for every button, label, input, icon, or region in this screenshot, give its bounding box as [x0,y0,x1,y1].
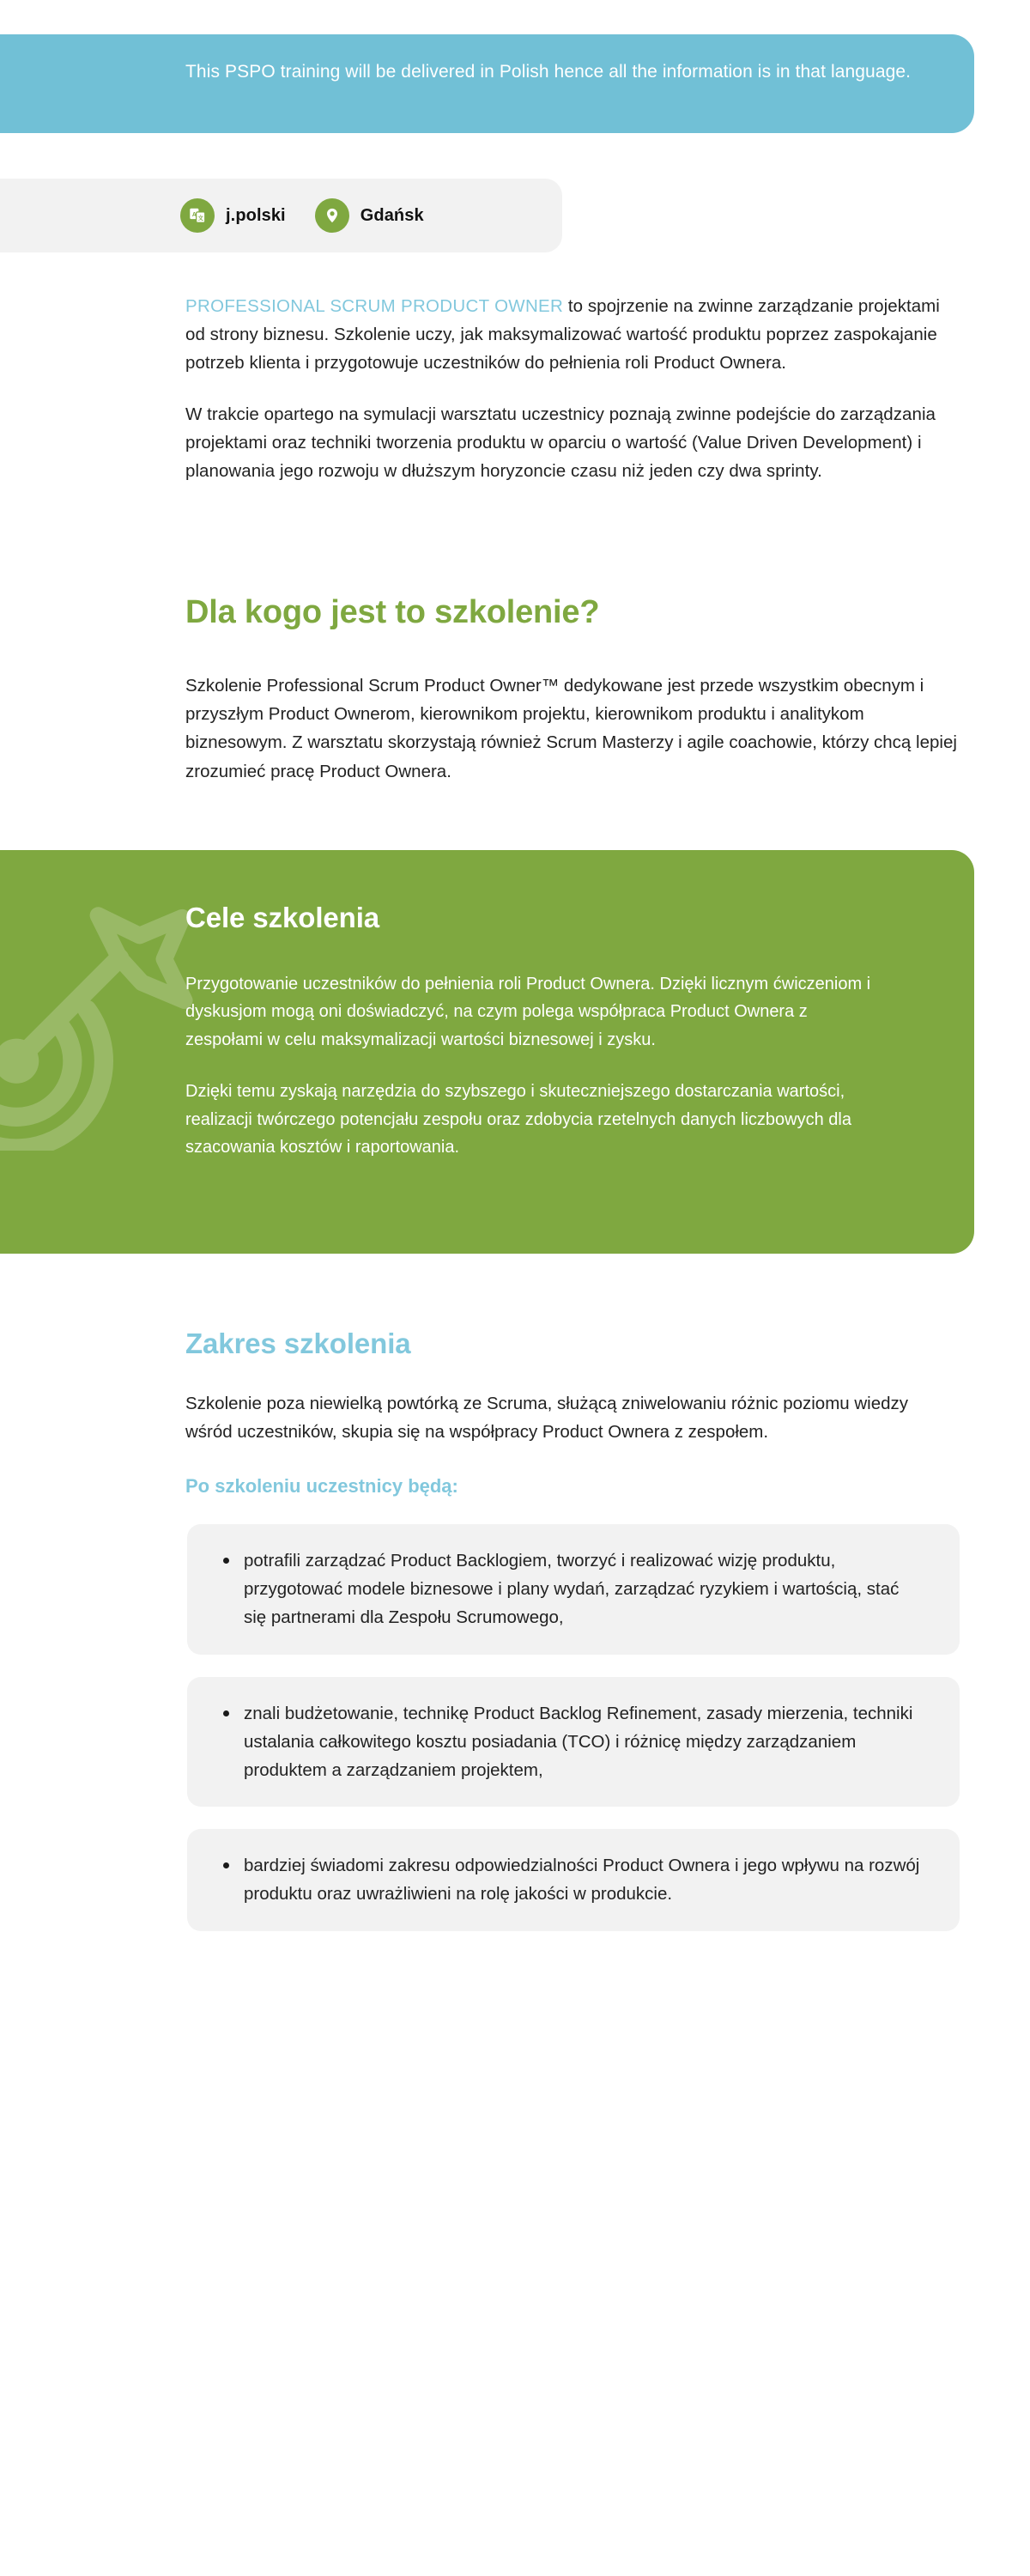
target-with-arrow-icon [0,893,199,1151]
svg-text:文: 文 [197,216,203,222]
goals-paragraph-2: Dzięki temu zyskają narzędzia do szybszego i skuteczniejszego dostarczania wartości, realizacji twórczego potencjału zespołu oraz zdobycia rzetelnych danych liczbowych dla szacowania kosztów i raportowania. [185,1082,851,1157]
list-item: bardziej świadomi zakresu odpowiedzialności Product Ownera i jego wpływu na rozwój produktu oraz uwrażliwieni na rolę jakości w produkcie. [213,1851,925,1908]
intro-paragraph-1-rest: to spojrzenie na zwinne zarządzanie projektami od strony biznesu. Szkolenie uczy, jak maksymalizować wartość produktu poprzez zaspokajanie potrzeb klienta i przygotowuje uczestników do pełnienia roli Product Ownera. [185,296,940,374]
scope-body: Szkolenie poza niewielką powtórką ze Scruma, służącą zniwelowaniu różnic poziomu wiedzy wśród uczestników, skupia się na współpracy Product Ownera z zespołem. [185,1394,909,1443]
language-notice-text: This PSPO training will be delivered in Polish hence all the information is in that language. [185,62,912,82]
meta-badge-language [180,198,286,233]
outcome-list [213,1699,925,1785]
outcome-card [187,1829,960,1930]
outcome-card-list [187,1524,960,1931]
intro-highlight: PROFESSIONAL SCRUM PRODUCT OWNER [185,296,564,316]
outcome-card [187,1524,960,1655]
goals-paragraph-1: Przygotowanie uczestników do pełnienia roli Product Ownera. Dzięki licznym ćwiczeniom i dyskusjom mogą oni doświadczyć, na czym polega współpraca Product Ownera z zespołami w celu maksymalizacji wartości biznesowej i zysku. [185,975,871,1049]
intro-section [185,292,958,485]
outcome-card [187,1677,960,1807]
list-item: znali budżetowanie, technikę Product Backlog Refinement, zasady mierzenia, techniki ustalania całkowitego kosztu posiadania (TCO) i różnicę między zarządzaniem produktem a zarządzaniem projektem, [213,1699,925,1785]
audience-heading: Dla kogo jest to szkolenie? [185,594,600,630]
intro-paragraph-1 [185,292,958,378]
meta-badge-language-label: j.polski [226,205,286,225]
language-notice-banner [0,34,974,133]
intro-paragraph-2: W trakcie opartego na symulacji warsztatu uczestnicy poznają zwinne podejście do zarządzania projektami oraz techniki tworzenia produktu w oparciu o wartość (Value Driven Development) i planowania jego rozwoju w dłuższym horyzoncie czasu niż jeden czy dwa sprinty. [185,404,936,482]
meta-badge-location-label: Gdańsk [360,205,424,225]
scope-subheading: Po szkoleniu uczestnicy będą: [185,1475,458,1497]
goals-heading: Cele szkolenia [185,902,380,933]
outcome-list [213,1546,925,1632]
translate-icon [180,198,215,233]
svg-text:A: A [191,211,197,218]
goals-panel [0,850,974,1254]
meta-badge-location [315,198,424,233]
meta-badge-bar [0,179,562,252]
audience-body: Szkolenie Professional Scrum Product Owner™ dedykowane jest przede wszystkim obecnym i przyszłym Product Ownerom, kierownikom projektu, kierownikom produktu i analitykom biznesowym. Z warsztatu skorzystają również Scrum Masterzy i agile coachowie, którzy chcą lepiej zrozumieć pracę Product Ownera. [185,676,957,781]
location-pin-icon [315,198,349,233]
outcome-list [213,1851,925,1908]
scope-heading: Zakres szkolenia [185,1327,411,1359]
list-item: potrafili zarządzać Product Backlogiem, tworzyć i realizować wizję produktu, przygotować modele biznesowe i plany wydań, zarządzać ryzykiem i wartością, stać się partnerami dla Zespołu Scrumowego, [213,1546,925,1632]
